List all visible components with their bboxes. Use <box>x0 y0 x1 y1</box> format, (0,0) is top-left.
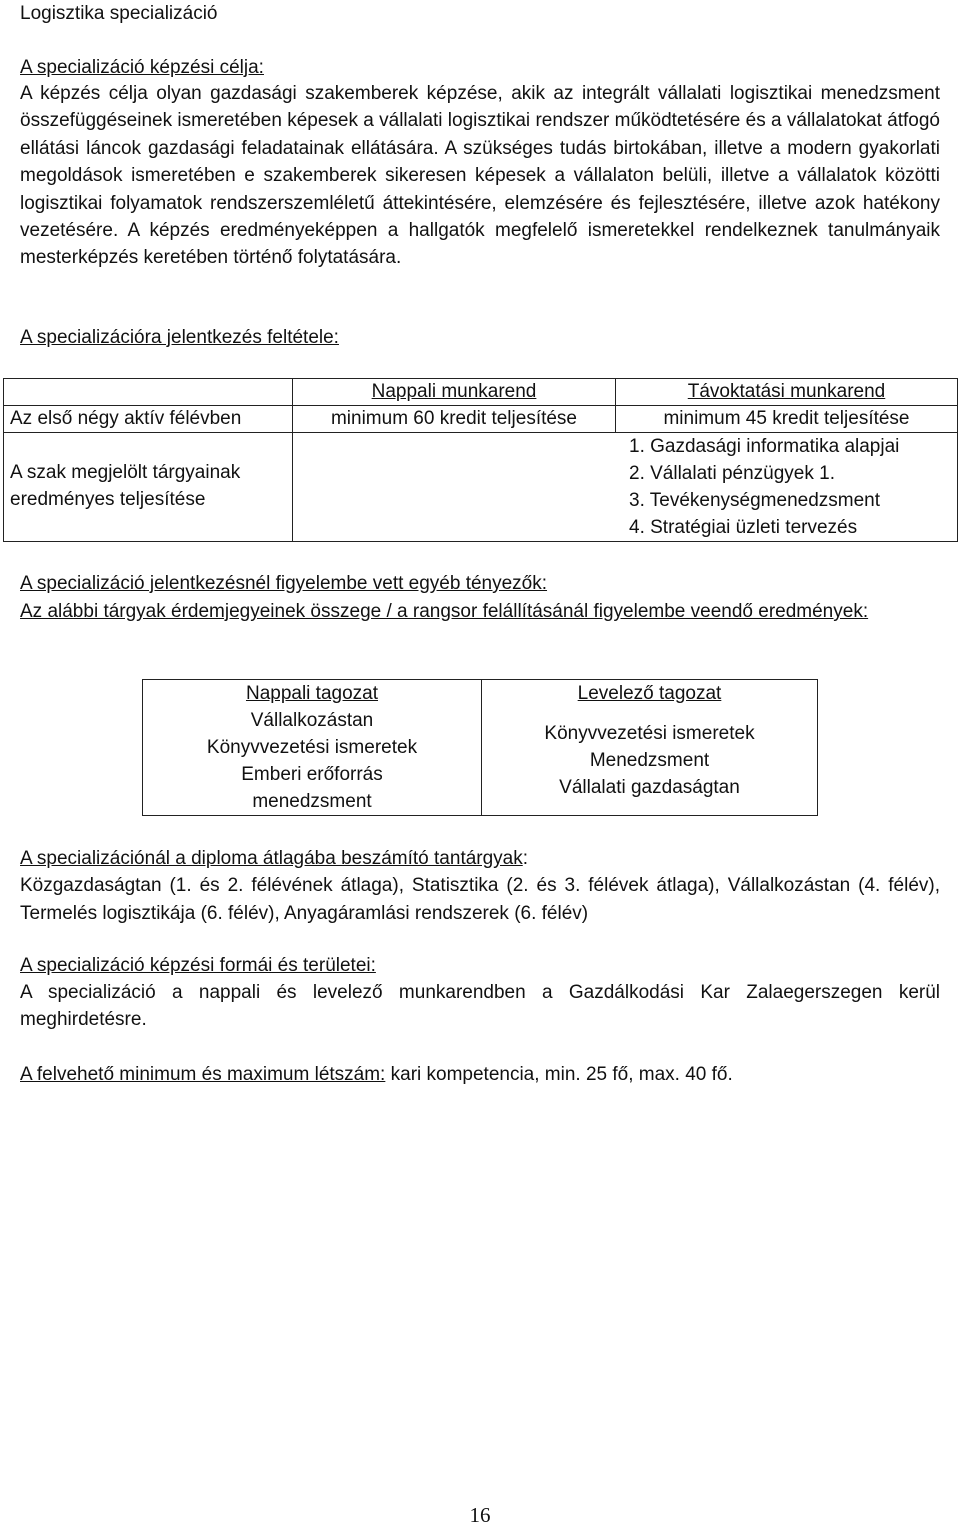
application-table <box>3 378 958 542</box>
page-title: Logisztika specializáció <box>20 3 218 24</box>
headcount-value: kari kompetencia, min. 25 fő, max. 40 fő. <box>385 1064 733 1085</box>
list-item: Emberi erőforrás <box>241 764 383 785</box>
row2-label: A szak megjelölt tárgyainak eredményes teljesítése <box>4 433 293 542</box>
table-row <box>4 433 958 542</box>
forms-heading: A specializáció képzési formái és területei: <box>20 955 376 976</box>
application-heading: A specializációra jelentkezés feltétele: <box>20 327 339 348</box>
forms-paragraph: A specializáció a nappali és levelező munkarendben a Gazdálkodási Kar Zalaegerszegen kerül meghirdetésre. <box>20 982 940 1031</box>
empty-header-cell <box>4 379 293 406</box>
diploma-colon: : <box>522 848 529 869</box>
list-item: Vállalati gazdaságtan <box>559 777 740 798</box>
other-factors-subheading: Az alábbi tárgyak érdemjegyeinek összege / a rangsor felállításánál figyelembe veendő eredmények: <box>20 601 869 622</box>
page-number: 16 <box>469 1503 491 1527</box>
row1-nappali: minimum 60 kredit teljesítése <box>293 406 616 433</box>
nappali-cell <box>143 680 482 816</box>
diploma-block <box>20 845 940 927</box>
list-item: 2. Vállalati pénzügyek 1. <box>629 463 835 484</box>
row1-label: Az első négy aktív félévben <box>4 406 293 433</box>
header-tavoktatasi: Távoktatási munkarend <box>616 379 958 406</box>
header-levelezo-tagozat: Levelező tagozat <box>577 683 722 704</box>
headcount-line <box>20 1061 940 1088</box>
header-nappali: Nappali munkarend <box>293 379 616 406</box>
table-row <box>4 406 958 433</box>
list-item: 4. Stratégiai üzleti tervezés <box>629 517 858 538</box>
ranking-table <box>142 679 818 816</box>
diploma-text: Közgazdaságtan (1. és 2. félévének átlaga), Statisztika (2. és 3. félévek átlaga), Vállalkozástan (4. félév), Termelés logisztikája (6. félév), Anyagáramlási rendszerek (6. félév) <box>20 875 940 924</box>
table-row <box>4 379 958 406</box>
list-item: 3. Tevékenységmenedzsment <box>629 490 881 511</box>
subjects-list <box>303 433 951 541</box>
list-item: menedzsment <box>252 791 372 812</box>
headcount-label: A felvehető minimum és maximum létszám: <box>20 1064 386 1085</box>
header-nappali-tagozat: Nappali tagozat <box>245 683 379 704</box>
other-factors-heading: A specializáció jelentkezésnél figyelembe vett egyéb tényezők: <box>20 573 548 594</box>
diploma-heading: A specializációnál a diploma átlagába beszámító tantárgyak <box>20 848 523 869</box>
list-item: Könyvvezetési ismeretek <box>206 737 418 758</box>
goal-paragraph: A képzés célja olyan gazdasági szakemberek képzése, akik az integrált vállalati logisztikai menedzsment összefüggéseinek ismeretében képesek a vállalati logisztikai rendszer működtetésére és a vállalatokat átfogó ellátási láncok gazdasági feladatainak ellátására. A szükséges tudás birtokában, illetve a modern gyakorlati megoldások ismeretében e szakemberek sikeresen képesek a vállalaton belüli, illetve a vállalatok közötti logisztikai folyamatok rendszerszemléletű áttekintésére, elemzésére és fejlesztésére, illetve azok hatékony vezetésére. A képzés eredményeképpen a hallgatók megfelelő ismeretekkel rendelkeznek tanulmányaik mesterképzés keretében történő folytatására. <box>20 83 940 269</box>
list-item: Vállalkozástan <box>250 710 374 731</box>
table-row <box>143 680 818 816</box>
levelezo-cell <box>482 680 818 816</box>
list-item: 1. Gazdasági informatika alapjai <box>629 436 900 457</box>
list-item: Könyvvezetési ismeretek <box>544 723 755 744</box>
list-item: Menedzsment <box>589 750 710 771</box>
subjects-cell <box>293 433 958 542</box>
goal-heading: A specializáció képzési célja: <box>20 57 264 78</box>
row1-tavoktatasi: minimum 45 kredit teljesítése <box>616 406 958 433</box>
